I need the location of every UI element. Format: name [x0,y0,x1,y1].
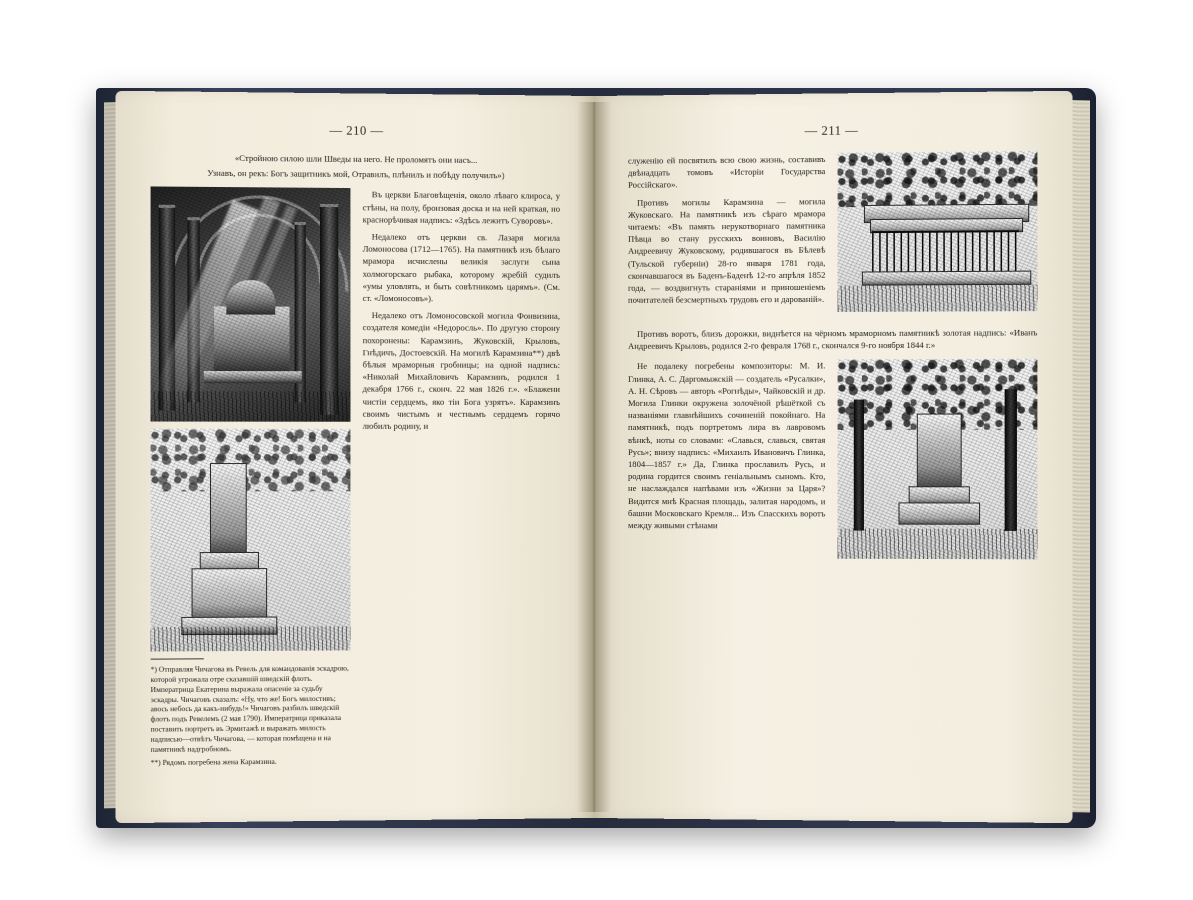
open-book [96,88,1096,828]
left-page-folio: — 210 — [329,123,384,139]
paragraph-krylov: Противъ воротъ, близъ дорожки, виднѣется на чёрномъ мраморномъ памятникѣ золотая надпись: «Иванъ Андреевичъ Крыловъ, родился 2-го февраля 1768 г., скончался 9-го ноября 1844 г.» [628,327,1038,352]
footnote-rule [151,659,204,660]
engraving-glinka-monument [838,359,1038,560]
right-page-lower-text [628,360,825,566]
right-page-lower-image [838,359,1038,567]
paragraph-karamzin: Недалеко отъ Ломоносовской могила Фонвизина, создателя комедіи «Недоросль». По другую сторону похоронены: Карамзинъ, Жуковскій, Крыловъ, Гнѣдичъ, Достоевскій. На могилѣ Карамзина**) двѣ бѣлыя мраморныя гробницы; на одной надпись: «Николай Михайловичъ Карамзинъ, родился 1 декабря 1766 г., сконч. 22 мая 1826 г.». «Блажени чистіи сердцемъ, яко тіи Бога узрятъ». Карамзинъ своимъ чистымъ и честнымъ сердцемъ горячо любилъ родину, и [362,310,560,431]
right-page-folio: — 211 — [804,123,859,139]
verse-line-2: Узнавъ, он рекъ: Богъ защитникъ мой, Отравилъ, плѣнилъ и побѣду получилъ») [207,167,505,181]
footnote-1: *) Отправляя Чичагова въ Ревель для командованія эскадрою, которой угрожала отре сказавшій шведскій флотъ. Императрица Екатерина выражала опасеніе за судьбу эскадры. Чичаговъ сказалъ: «Ну, что же! Богъ милостивъ; авось небось да какъ-нибудь!» Чичаговъ разбилъ шведскій флотъ подъ Ревелемъ (2 мая 1790). Императрица приказала поставить портретъ въ Эрмитажѣ и выражать милость надписью—отвѣтъ Чичагова, — которая помѣщена и на памятникѣ надгробномъ. [150,663,349,754]
paragraph-glinka: Не подалеку погребены композиторы: М. И. Глинка, А. С. Даргомыжскій — создатель «Русалки», А. Н. Сѣровъ — авторъ «Рогнѣды», Чайковскій и др. Могила Глинки окружена золочёной рѣшёткой съ названіями главнѣйшихъ сочиненій покойнаго. На памятникѣ, подъ портретомъ лира въ лавровомъ вѣнкѣ, ноты со словами: «Славься, славься, святая Русь»; внизу надпись: «Михаилъ Ивановичъ Глинка, 1804—1857 г.» Да, Глинка прославилъ Русь, и родина гордится своимъ геніальнымъ сыномъ. Кто, не наслаждался напѣвами изъ «Жизни за Царя»? Видится мнѣ Красная площадь, залитая народомъ, и башни Московскаго Кремля... Изъ Спасскихъ воротъ между живыми стѣнами [628,360,826,531]
left-page-column-right [363,189,560,767]
engraving-church-interior [151,187,351,422]
footnote-2: **) Рядомъ погребена жена Карамзина. [150,757,277,768]
page-spread [122,96,1066,818]
verse-line-1: «Стройною силою шли Шведы на него. Не проломятъ они насъ... [234,152,478,165]
paragraph-history-volumes: служенію ей посвятилъ всю свою жизнь, составивъ двѣнадцать томовъ «Исторіи Государства Россійскаго». [628,153,826,191]
paragraph-suvorov: Въ церкви Благовѣщенія, около лѣваго клироса, у стѣны, на полу, бронзовая доска и на ней краткая, но краснорѣчивая надпись: «Здѣсь лежитъ Суворовъ». [362,189,560,226]
left-page [116,91,594,823]
right-page-column-left [628,153,825,320]
paragraph-lomonosov: Недалеко отъ церкви св. Лазаря могила Ломоносова (1712—1765). На памятникѣ изъ бѣлаго мрамора исчислены великія заслуги сына холмогорскаго рыбака, которому жребій судилъ «умы уловлять, и быть совѣтникомъ царямъ». (См. ст. «Ломоносовъ»). [362,231,560,304]
paragraph-zhukovsky: Противъ могилы Карамзина — могила Жуковскаго. На памятникѣ изъ сѣраго мрамора читаемъ: «Въ память нерукотворнаго памятника Пѣвца во стану русскихъ воиновъ, Василію Андреевичу Жуковскому, родившагося въ Бѣлевѣ (Тульской губерніи) 28-го января 1781 года, скончавшагося въ Баденъ-Баденѣ 12-го апрѣля 1852 года, — воздвигнуть стараніями и приношеніемъ почитателей безсмертныхъ трудовъ его и дарованій». [628,195,826,306]
engraving-sarcophagus-tomb [838,151,1038,312]
left-page-column-left [151,187,351,768]
right-page-column-right [838,151,1038,319]
right-page [594,91,1072,823]
engraving-monument-obelisk [151,429,351,652]
